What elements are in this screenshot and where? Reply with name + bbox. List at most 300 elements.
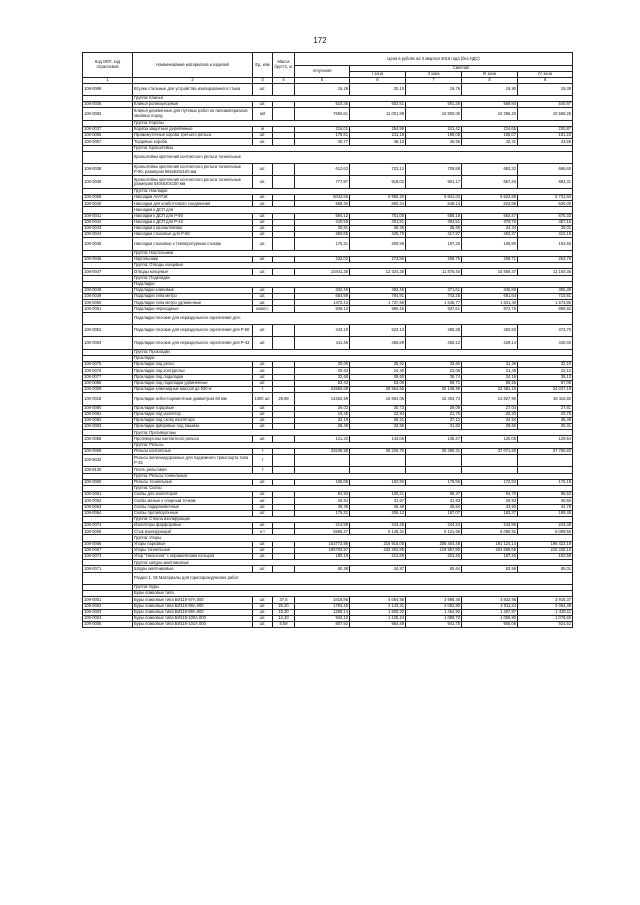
price-wholesale: 16,28 [295,83,350,95]
price-wholesale: 1794,46 [295,603,350,609]
price-zone-1: 4 064,86 [350,597,406,603]
price-zone-2: 460,12 [406,337,462,349]
item-unit: к-т [253,529,273,535]
item-unit: шт. [253,102,273,108]
header-unit: Ед. изм [253,53,273,78]
item-name: Накладки для клиботтового соединения [133,201,253,207]
price-zone-1: 38,60 [350,374,406,380]
price-zone-2: 2 092,80 [406,603,462,609]
item-code: 108-0047 [83,269,133,275]
item-name: Прокладки под подкладки [133,374,253,380]
price-zone-3: 1 055,90 [462,615,518,621]
price-zone-3: 83,59 [462,566,518,572]
price-zone-1: 784,91 [350,294,406,300]
price-wholesale: 180,18 [295,554,350,560]
price-zone-1: 26 554,65 [350,386,406,392]
item-code: 108-0059 [83,448,133,454]
group-row [83,572,573,584]
item-code: 108-0090 [83,405,133,411]
price-zone-1: 22,94 [350,411,406,417]
price-zone-3 [462,455,518,467]
price-zone-3: 683,32 [462,164,518,176]
price-zone-1: 701,05 [350,213,406,219]
price-zone-4: 192,59 [518,554,573,560]
price-zone-2: 201,40 [406,554,462,560]
item-code: 108-0062 [83,498,133,504]
item-unit: шт. [253,337,273,349]
header-mass: Масса брутто, кг [273,53,295,78]
price-zone-1: 232 263,95 [350,547,406,553]
price-wholesale: 594,12 [295,213,350,219]
price-wholesale: 340,59 [295,219,350,225]
item-unit: шт. [253,201,273,207]
item-unit: 1000 шт. [253,393,273,405]
price-zone-3: 186,07 [462,133,518,139]
price-zone-4: 710,81 [518,294,573,300]
price-zone-2: 941,75 [406,622,462,628]
price-zone-4 [518,455,573,467]
group-title: Прокладки [133,355,573,361]
price-zone-2: 244,24 [406,523,462,529]
price-wholesale: 942,10 [295,615,350,621]
item-code: 109-0004 [83,615,133,621]
price-zone-2: 35,69 [406,225,462,231]
item-name: Накладки к ДСП для Р-43 [133,219,253,225]
price-zone-1: 216 915,05 [350,541,406,547]
group-title: Подкладки плоские для нераздельного скрепления для: [133,312,573,324]
item-name: Втулки стальные для устройства изолированного стыка [133,83,253,95]
item-name: Отводы концевые [133,269,253,275]
price-zone-4: 44,78 [518,504,573,510]
price-wholesale: 163772,86 [295,541,350,547]
price-zone-3: 258,71 [462,256,518,262]
item-unit: шт. [253,368,273,374]
item-code: 108-0048 [83,287,133,293]
table-row [83,176,573,188]
price-zone-1: 918,02 [350,176,406,188]
price-wholesale: 411,66 [295,337,350,349]
price-zone-3: 189,90 [462,238,518,250]
item-code: 108-0058 [83,436,133,442]
item-unit: м3 [253,108,273,120]
group-title: Группа: Накладки [133,188,573,194]
price-zone-3: 27,04 [462,405,518,411]
price-wholesale: 155,05 [295,479,350,485]
item-unit: компл. [253,306,273,312]
item-code: 108-0093 [83,424,133,430]
price-zone-3: 29,60 [462,424,518,430]
price-wholesale: 22560,08 [295,386,350,392]
item-unit: шт. [253,424,273,430]
item-name: Промежуточные короба третьего рельса [133,133,253,139]
item-code: 108-0060 [83,479,133,485]
price-zone-1: 602,51 [350,102,406,108]
price-wholesale: 30,81 [295,225,350,231]
price-wholesale: 30,05 [295,362,350,368]
price-zone-4: 96,53 [518,492,573,498]
item-name: Шпуры маятниковые [133,566,253,572]
item-name: Накладки к ДСП для Р-50 [133,213,253,219]
item-name: Упоры парковые [133,541,253,547]
item-name: Рельсы тоннельные [133,479,253,485]
price-zone-4: 2 054,48 [518,603,573,609]
item-code: 108-0057 [83,139,133,145]
group-title: Группа: Рельсы тоннельные [133,473,573,479]
price-zone-3: 905,06 [462,622,518,628]
price-zone-2: 23,06 [406,368,462,374]
price-zone-4: 1 438,11 [518,609,573,615]
price-wholesale: 33,18 [295,417,350,423]
item-unit: шт. [253,417,273,423]
table-row [83,455,573,467]
price-zone-1: 48,13 [350,139,406,145]
item-mass [273,176,295,188]
price-zone-3: 379,76 [462,219,518,225]
price-zone-1: 5 950,20 [350,195,406,201]
item-name: Прокладки под скобу изолятора [133,417,253,423]
item-code: 108-0045 [83,238,133,250]
group-title: Группа: Рельсы [133,442,573,448]
price-zone-2: 37,12 [406,417,462,423]
price-zone-1: 35,52 [350,362,406,368]
price-zone-4: 924,52 [518,622,573,628]
header-name: Наименование материалов и изделий [133,53,253,78]
header-price-title: Цена в рублях на II квартал 2016 года (без НДС) [295,53,573,66]
price-wholesale [295,455,350,467]
price-zone-3: 3 832,95 [462,597,518,603]
item-code: 108-9130 [83,467,133,473]
group-title: Группа: Кронштейны [133,145,573,151]
price-zone-2: 36,74 [406,374,462,380]
item-code: 108-0009 [83,386,133,392]
price-zone-4: 30,50 [518,498,573,504]
price-zone-3: 34,18 [462,374,518,380]
price-zone-2: 179,56 [406,479,462,485]
price-wholesale: 214,99 [295,523,350,529]
item-mass [273,164,295,176]
item-unit: шт. [253,380,273,386]
item-unit: шт. [253,498,273,504]
group-title: Группа: Скобы [133,485,573,491]
group-title: Группа: Наугольники [133,250,573,256]
price-zone-3: 2 011,24 [462,603,518,609]
price-zone-4: 1 573,85 [518,300,573,306]
price-zone-2: 1 645,77 [406,300,462,306]
price-zone-1: 16 691,06 [350,393,406,405]
price-zone-1: 2 143,31 [350,603,406,609]
item-mass: 12,40 [273,615,295,621]
item-unit: т [253,467,273,473]
price-wholesale: 807,92 [295,622,350,628]
price-zone-2: 241,42 [406,126,462,132]
item-name: Накладки к кронштейнам [133,225,253,231]
price-zone-4: 355,39 [518,287,573,293]
item-name: Стык изолирующий [133,529,253,535]
price-zone-4: 191,23 [518,133,573,139]
price-zone-1: 523,13 [350,325,406,337]
item-code: 109-0005 [83,622,133,628]
item-mass: 29,98 [273,393,295,405]
price-zone-2: 19,76 [406,83,462,95]
price-zone-4: 196 422,19 [518,541,573,547]
item-mass: 26,20 [273,603,295,609]
price-wholesale: 121,20 [295,436,350,442]
item-unit: шт. [253,523,273,529]
item-name: Торцевые короба [133,139,253,145]
table-header [83,53,573,84]
price-zone-3: 623,88 [462,201,518,207]
price-wholesale: 32,68 [295,374,350,380]
price-zone-2: 901,17 [406,176,462,188]
item-name: Упоры тоннельные [133,547,253,553]
price-zone-4: 57,08 [518,380,573,386]
price-zone-1: 11 001,99 [350,108,406,120]
price-zone-2: 36 496,31 [406,448,462,454]
price-wholesale: 176,31 [295,510,350,516]
price-wholesale: 26,84 [295,498,350,504]
group-title: Группа: Отводы концевые [133,263,573,269]
price-zone-3: 19,90 [462,83,518,95]
item-unit: шт. [253,83,273,95]
header-estimated: Сметная [350,66,573,72]
item-code: 108-0039 [83,176,133,188]
price-wholesale: 839,13 [295,306,350,312]
price-zone-2: 21,76 [406,411,462,417]
price-wholesale: 19,45 [295,411,350,417]
item-name: Подкладки типа метро удлиненные [133,300,253,306]
price-zone-4: 15 115,82 [518,393,573,405]
item-code: 108-0043 [83,225,133,231]
column-index-cell: 2 [133,78,253,84]
price-wholesale: 5586,37 [295,529,350,535]
item-mass [273,455,295,467]
price-zone-3: 55,56 [462,380,518,386]
price-zone-1: 211,18 [350,133,406,139]
item-unit: шт. [253,405,273,411]
price-zone-3: 204 668,69 [462,547,518,553]
item-unit: шт. [253,492,273,498]
item-code: 108-0042 [83,219,133,225]
price-zone-1: 392,45 [350,287,406,293]
price-zone-1: 31,67 [350,498,406,504]
price-zone-1: 100,21 [350,492,406,498]
price-zone-4: 32,10 [518,362,573,368]
price-zone-3: 10 396,20 [462,108,518,120]
item-code: 108-0089 [83,83,133,95]
item-name: Рельсы железнодорожные для подземного транспорта типа Р-33 [133,455,253,467]
price-zone-2: 45,56 [406,139,462,145]
item-name: Кронштейны крепления контактного рельса тоннельные размером 540х520х100 мм [133,176,253,188]
price-zone-2: 96,37 [406,492,462,498]
price-zone-4: 387,16 [518,219,573,225]
table-row [83,325,573,337]
item-name: Накладки стыковые к температурным стыкам [133,238,253,250]
price-zone-4: 176,18 [518,479,573,485]
price-zone-4: 27,81 [518,405,573,411]
price-wholesale: 10441,25 [295,269,350,275]
item-code: 108-0065 [83,529,133,535]
item-unit: шт. [253,566,273,572]
price-zone-3: 191 124,14 [462,541,518,547]
item-name: Клинья деревянные для путевых работ из пиломатериалов хвойных пород [133,108,253,120]
table-row [83,83,573,95]
price-zone-1: 6 149,31 [350,529,406,535]
price-zone-4: 24 037,19 [518,386,573,392]
price-zone-1: 660,24 [350,201,406,207]
price-zone-1: 34,87 [350,566,406,572]
price-zone-1: 143,06 [350,436,406,442]
price-zone-1: 1 500,32 [350,609,406,615]
price-zone-4: 37 765,83 [518,448,573,454]
price-zone-2: 3 988,40 [406,597,462,603]
item-name: Подкладки клиновые [133,287,253,293]
price-zone-2: 197,07 [406,510,462,516]
price-zone-3: 29,93 [462,498,518,504]
price-zone-4: 440,03 [518,337,573,349]
price-wholesale: 33238,58 [295,448,350,454]
item-code: 108-0063 [83,504,133,510]
price-zone-2: 371,61 [406,287,462,293]
item-name: Скобы для изоляторов [133,492,253,498]
price-zone-3: 428,14 [462,337,518,349]
group-title: Группа: Стекла изолирующие [133,516,573,522]
price-zone-2: 394,51 [406,219,462,225]
item-unit: шт. [253,547,273,553]
group-title: Кронштейны крепления контактного рельса тоннельные [133,151,573,163]
price-zone-1: 20,10 [350,83,406,95]
price-zone-1: 254,99 [350,126,406,132]
group-code-cell [83,151,133,163]
header-zone-3: III зона [462,72,518,78]
price-zone-4: 10 598,25 [518,108,573,120]
item-unit: шт. [253,504,273,510]
table-row [83,337,573,349]
price-zone-2: 219 957,80 [406,547,462,553]
column-index-cell: 6 [350,78,406,84]
price-zone-1: 273,80 [350,256,406,262]
item-name: Клинья роликоупорные [133,102,253,108]
price-zone-1: 1 125,24 [350,615,406,621]
price-zone-1: 401,91 [350,219,406,225]
price-zone-1: 46,49 [350,504,406,510]
item-name: Прокладки асбестоцементные диаметром 60 мм [133,393,253,405]
price-zone-3: 691,64 [462,294,518,300]
price-zone-1: 200,96 [350,238,406,250]
group-title: Группа: Буры [133,584,573,590]
price-zone-1: 12 324,25 [350,269,406,275]
group-title: Группа: Прокладки [133,349,573,355]
item-unit: шт. [253,225,273,231]
price-zone-1: 425,79 [350,232,406,238]
item-name: Короба защитные деревянные [133,126,253,132]
price-zone-2: 31,83 [406,424,462,430]
item-unit: шт. [253,195,273,201]
item-unit: шт. [253,374,273,380]
price-zone-3: 14 827,90 [462,393,518,405]
group-title: Группа: Противоугоны [133,430,573,436]
item-unit: шт. [253,139,273,145]
group-title: Группа: Подкладки [133,275,573,281]
price-zone-1: 243,45 [350,523,406,529]
price-zone-2: 45,64 [406,504,462,510]
item-name: Прокладки под контррельс [133,368,253,374]
price-zone-2: 205 404,49 [406,541,462,547]
item-code: 108-0083 [83,108,133,120]
item-unit: т [253,448,273,454]
item-name: Подкладки типа метро [133,294,253,300]
item-unit: шт. [253,213,273,219]
header-zone-1: I зона [350,72,406,78]
header-code: Код ОКП, код отраслевой [83,53,133,78]
price-zone-2: 6 121,66 [406,529,462,535]
price-wholesale: 559,30 [295,201,350,207]
price-zone-4: 210 338,10 [518,547,573,553]
price-zone-1 [350,455,406,467]
item-name: Прокладки под изолятор [133,411,253,417]
price-zone-1: 208,12 [350,510,406,516]
group-title: Группа: Шпуры маятниковые [133,560,573,566]
price-zone-4: 884,31 [518,176,573,188]
price-zone-4: 35,01 [518,225,573,231]
group-title: Группа: Упоры [133,535,573,541]
item-code: 108-0074 [83,523,133,529]
header-zone-4: IV зона [518,72,573,78]
item-unit: шт. [253,554,273,560]
price-wholesale: 360,85 [295,232,350,238]
price-zone-3: 21,45 [462,368,518,374]
price-zone-3: 6 096,91 [462,529,518,535]
price-zone-4: 1 078,60 [518,615,573,621]
price-zone-2: 5 841,04 [406,195,462,201]
price-zone-4: 188,45 [518,510,573,516]
price-zone-1: 723,12 [350,164,406,176]
price-zone-2: 648,14 [406,201,462,207]
price-zone-3: 126,05 [462,436,518,442]
group-row [83,312,573,324]
price-zone-2: 1 098,72 [406,615,462,621]
price-zone-2: 268,75 [406,256,462,262]
price-zone-3: 1 407,87 [462,609,518,615]
item-name: Прокладки клиноидные массой до 500 кг [133,386,253,392]
item-code: 108-0056 [83,133,133,139]
price-zone-3: 34,54 [462,417,518,423]
item-unit: шт. [253,232,273,238]
item-code: 108-0076 [83,368,133,374]
column-index-cell: 9 [518,78,573,84]
item-code: 108-0064 [83,510,133,516]
table-row [83,238,573,250]
price-wholesale: 216,01 [295,126,350,132]
price-wholesale: 5042,56 [295,195,350,201]
price-zone-2: 495,35 [406,325,462,337]
item-unit: шт. [253,238,273,250]
item-name: Прокладки фибровые под башмак [133,424,253,430]
item-mass: 5,59 [273,622,295,628]
item-mass: 15,30 [273,609,295,615]
item-unit: шт. [253,541,273,547]
price-wholesale: 3419,86 [295,597,350,603]
item-code: 108-0018 [83,393,133,405]
price-zone-4: 3 915,37 [518,597,573,603]
item-unit: шт. [253,176,273,188]
column-index-cell: 3 [253,78,273,84]
item-code: 108-0037 [83,126,133,132]
price-zone-2: 1 464,92 [406,609,462,615]
table-row [83,622,573,628]
item-name: Буры ложковые типа БИ119-97А.000 [133,597,253,603]
item-code: 108-0050 [83,300,133,306]
item-name: Наугольники [133,256,253,262]
